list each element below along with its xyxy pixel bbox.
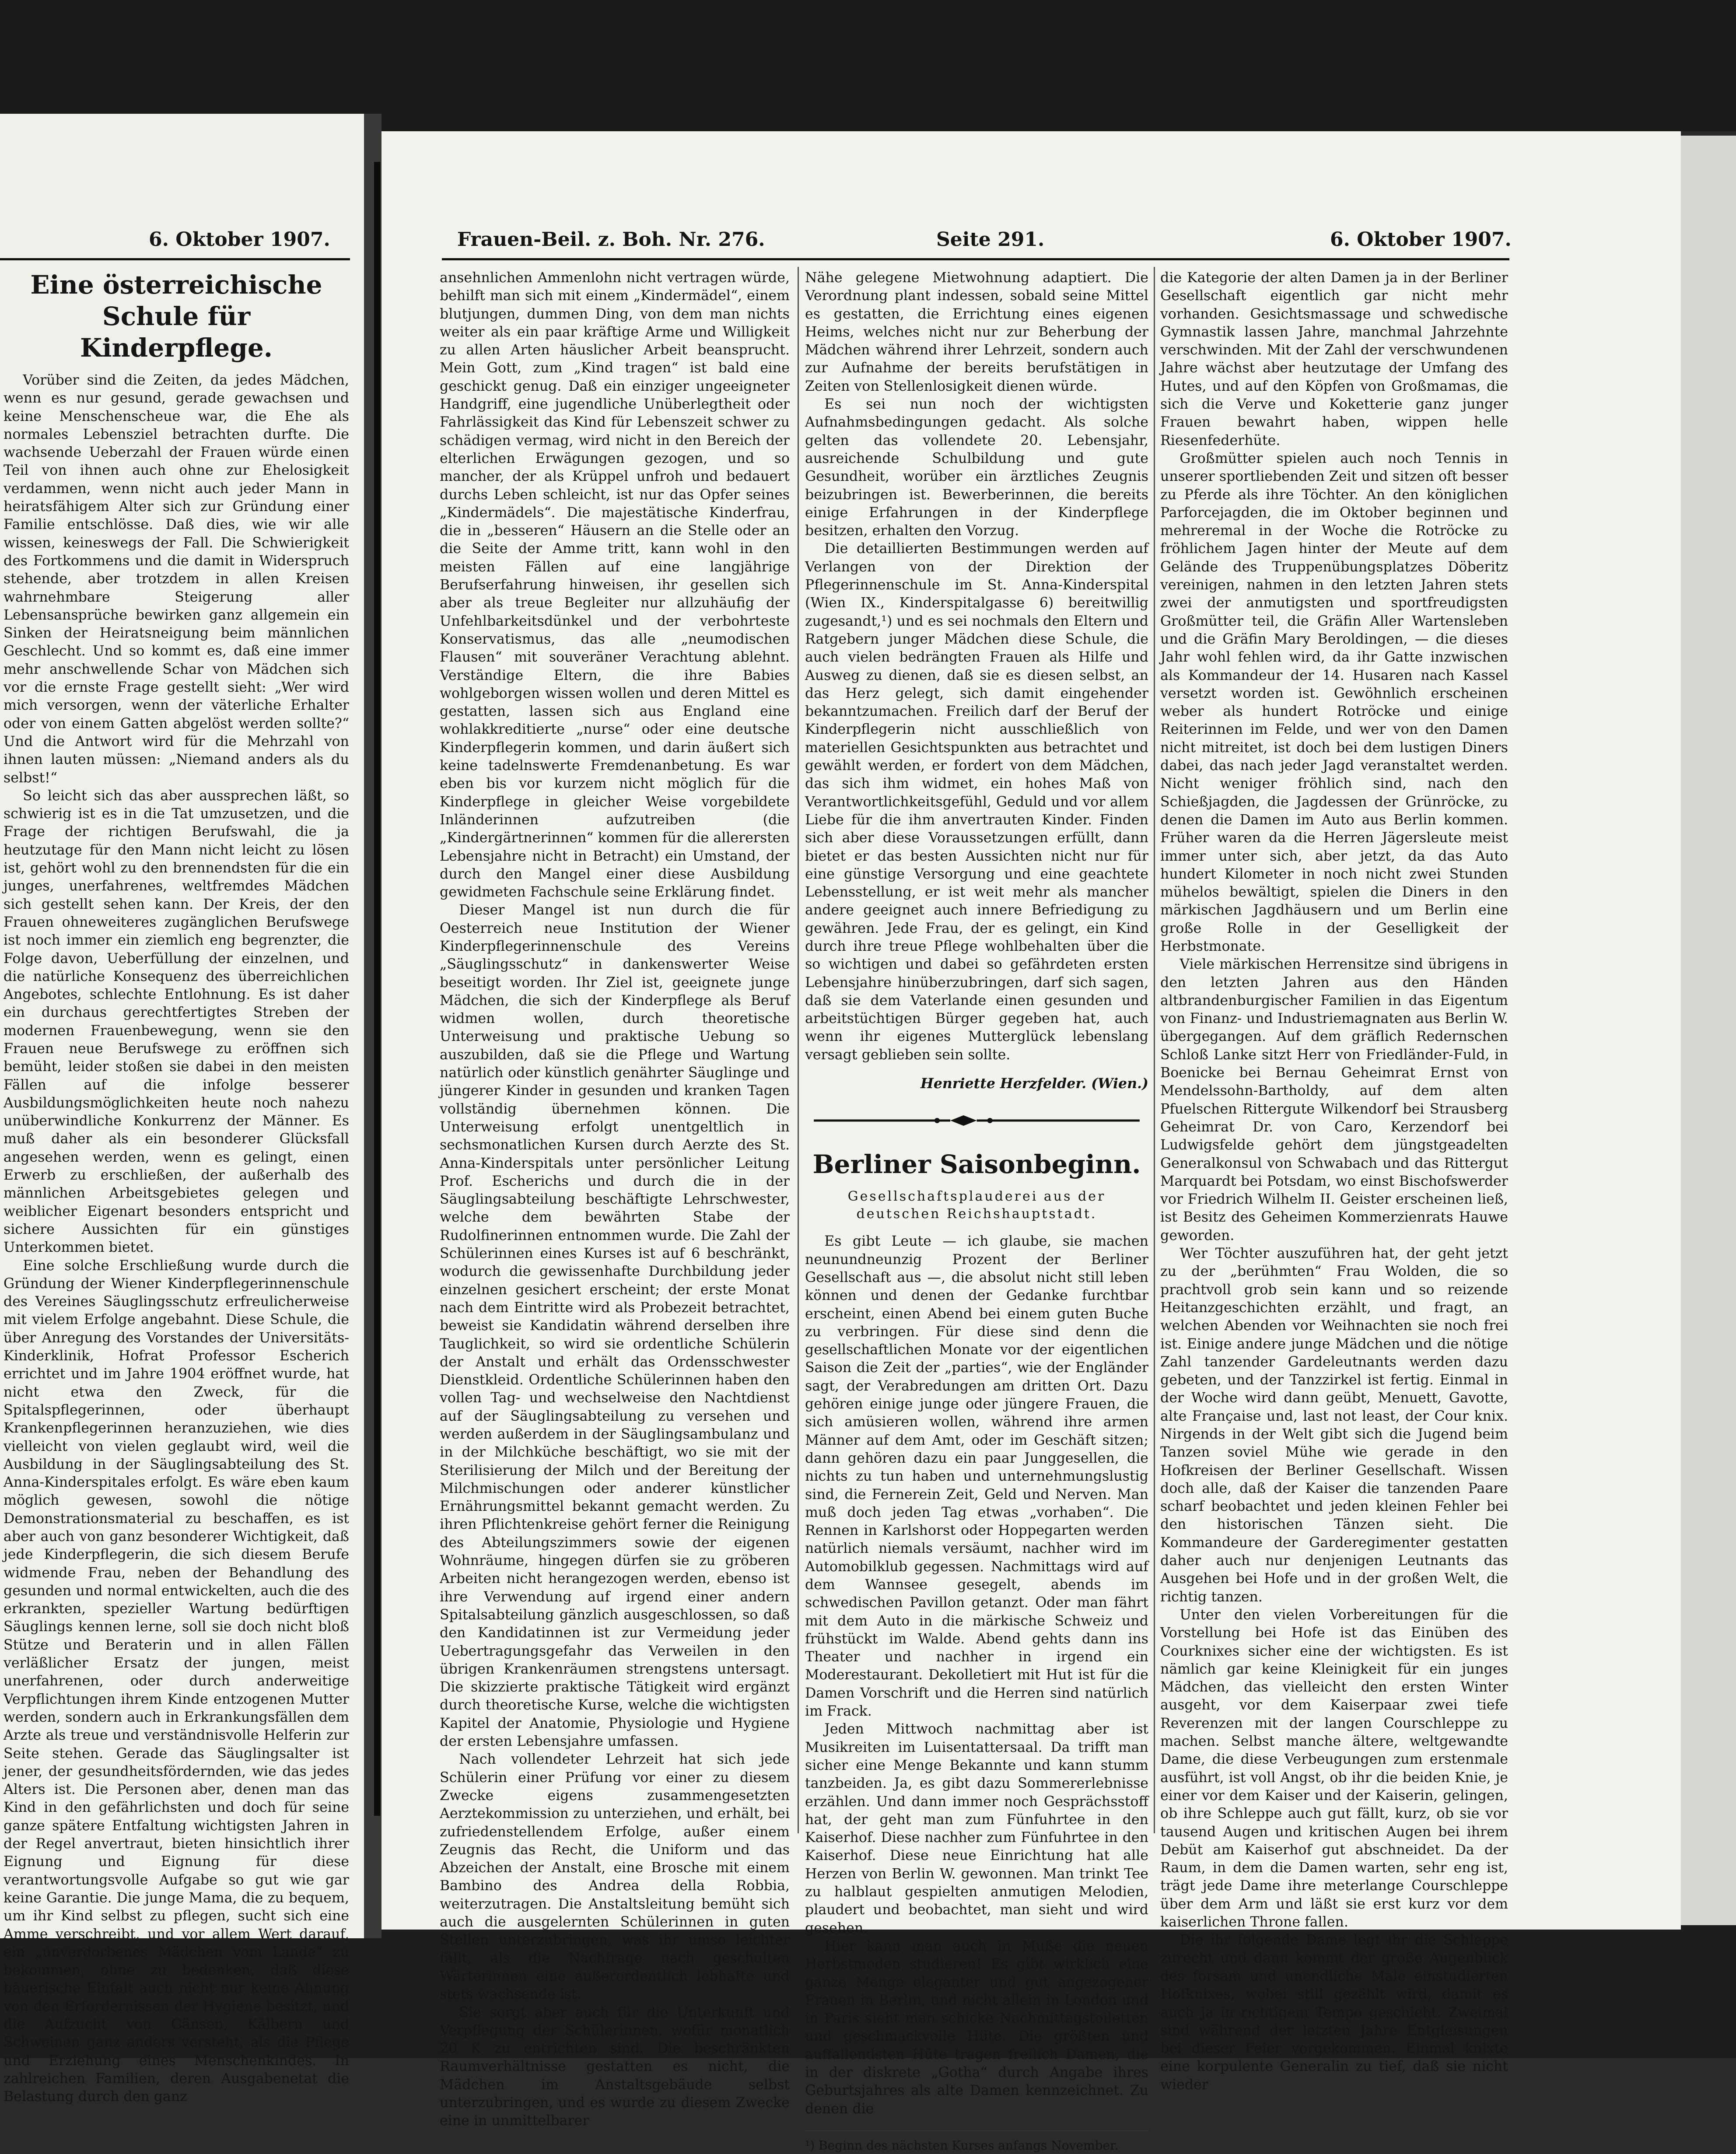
article-title: Eine österreichische Schule für Kinderpflege. bbox=[30, 270, 322, 363]
scan-background-top bbox=[0, 0, 1736, 131]
left-header-rule bbox=[0, 258, 350, 260]
right-header-page: Seite 291. bbox=[936, 228, 1045, 251]
article-title: Berliner Saisonbeginn. bbox=[812, 1149, 1141, 1180]
right-header-paper: Frauen-Beil. z. Boh. Nr. 276. bbox=[457, 228, 765, 251]
column-rule bbox=[798, 267, 799, 1833]
article-paragraph: ansehnlichen Ammenlohn nicht vertragen würde, behilft man sich mit einem „Kindermädel“, einem blutjungen, dummen Ding, von dem man nichts weiter als ein paar kräftige Arme und Willigkeit zu allen Arten häuslicher Arbeit beansprucht. Mein Gott, zum „Kind tragen“ ist bald eine geschickt genug. Daß ein einziger ungeeigneter Handgriff, eine jugendliche Unüberlegtheit oder Fahrlässigkeit das Kind für Lebenszeit schwer zu schädigen vermag, wird nicht in den Bereich der elterlichen Erwägungen gezogen, und so mancher, der als Krüppel unfroh und bedauert durchs Leben schleicht, ist nur das Opfer seines „Kindermädels“. Die majestätische Kinderfrau, die in „besseren“ Häusern an die Stelle oder an die Seite der Amme tritt, kann wohl in den meisten Fällen auf eine langjährige Berufserfahrung hinweisen, ihr gesellen sich aber als treue Begleiter nur allzuhäufig der Unfehlbarkeitsdünkel und der verbohrteste Konservatismus, das alle „neumodischen Flausen“ mit souveräner Verachtung ablehnt. Verständige Eltern, die ihre Babies wohlgeborgen wissen wollen und deren Mittel es gestatten, lassen sich aus England eine wohlakkreditierte „nurse“ oder eine deutsche Kinderpflegerin kommen, und darin äußert sich keine tadelnswerte Fremdenanbetung. Es war eben bis vor kurzem nicht möglich für die Kinderpflege in gleicher Weise vorgebildete Inländerinnen aufzutreiben (die „Kindergärtnerinnen“ kommen für die allerersten Lebensjahre nicht in Betracht) ein Umstand, der durch den Mangel einer diese Ausbildung gewidmeten Fachschule seine Erklärung findet. bbox=[440, 270, 790, 900]
article-paragraph: Die detaillierten Bestimmungen werden auf Verlangen von der Direktion der Pflegerinnenschule im St. Anna-Kinderspital (Wien IX., Kinderspitalgasse 6) bereitwillig zugesandt,¹) und es sei nochmals den Eltern und Ratgebern junger Mädchen diese Schule, die auch vielen bedrängten Frauen als Hilfe und Ausweg zu dienen, daß sie es diesen selbst, an das Herz gelegt, sich damit eingehender bekanntzumachen. Freilich darf der Beruf der Kinderpflegerin nicht ausschließlich von materiellen Gesichtspunkten aus betrachtet und gewählt werden, er fordert von dem Mädchen, das sich ihm widmet, ein hohes Maß von Verantwortlichkeitsgefühl, Geduld und vor allem Liebe für die ihm anvertrauten Kinder. Finden sich aber diese Voraussetzungen erfüllt, dann bietet er das besten Aussichten nicht nur für eine günstige Versorgung und eine geachtete Lebensstellung, er ist weit mehr als mancher andere geeignet auch innere Befriedigung zu gewähren. Jede Frau, der es gelingt, ein Kind durch ihre treue Pflege wohlbehalten über die so wichtigen und dabei so gefährdeten ersten Lebensjahre hinüberzubringen, darf sich sagen, daß sie dem Vaterlande einen gesunden und arbeitstüchtigen Bürger gegeben hat, auch wenn ihr eigenes Mutterglück lebenslang versagt geblieben sein sollte. bbox=[805, 541, 1148, 1063]
article-paragraph: Die ihr folgende Dame legt ihr die Schleppe zurecht und dann kommt der große Augenblick des forsam und unendliche Male einstudierten Hofknixes, wobei still gezählt wird, damit es auch ja in richtigem Tempo geschieht. Zweimal sind während der letzten Jahre Entgleisungen bei dieser Feier vorgekommen. Einmal knixte eine korpulente Generalin zu tief, daß sie nicht wieder bbox=[1160, 1932, 1508, 2093]
left-header-date: 6. Oktober 1907. bbox=[149, 228, 330, 251]
article-paragraph: Jeden Mittwoch nachmittag aber ist Musikreiten im Luisentattersaal. Da trifft man sicher eine Menge Bekannte und kann stumm tanzbeiden. Ja, es gibt dazu Sommererlebnisse erzählen. Und dann immer noch Gesprächsstoff hat, der geht man zum Fünfuhrtee in den Kaiserhof. Diese nachher zum Fünfuhrtee in den Kaiserhof. Diese neue Einrichtung hat alle Herzen von Berlin W. gewonnen. Man trinkt Tee zu halblaut gespielten anmutigen Melodien, plaudert und beobachtet, man sieht und wird gesehen. bbox=[805, 1721, 1148, 1936]
article-paragraph: Eine solche Erschließung wurde durch die Gründung der Wiener Kinderpflegerinnenschule des Vereines Säuglingsschutz erfreulicherweise mit vielem Erfolge angebahnt. Diese Schule, die über Anregung des Vorstandes der Universitäts-Kinderklinik, Hofrat Professor Escherich errichtet und im Jahre 1904 eröffnet wurde, hat nicht etwa den Zweck, für die Spitalspflegerinnen, oder überhaupt Krankenpflegerinnen heranzuziehen, wie dies vielleicht von vielen geglaubt wird, weil die Ausbildung in der Säuglingsabteilung des St. Anna-Kinderspitales erfolgt. Es wäre eben kaum möglich gewesen, sowohl die nötige Demonstrationsmaterial zu beschaffen, es ist aber auch von ganz besonderer Wichtigkeit, daß jede Kinderpflegerin, die sich diesem Berufe widmende Frau, neben der Behandlung des gesunden und normal entwickelten, auch die des erkrankten, spezieller Wartung bedürftigen Säuglings kennen lerne, soll sie doch nicht bloß Stütze und Beraterin und in allen Fällen verläßlicher Ersatz der jungen, meist unerfahrenen, oder durch anderweitige Verpflichtungen ihrem Kinde entzogenen Mutter werden, sondern auch in Erkrankungsfällen dem Arzte als treue und verständnisvolle Helferin zur Seite stehen. Gerade das Säuglingsalter ist jener, der gesundheitsfördernden, wie das jedes Alters ist. Die Personen aber, denen man das Kind in den gefährlichsten und doch für seine ganze spätere Entfaltung wichtigsten Jahren in der Regel anvertraut, bieten hinsichtlich ihrer Eignung und Eignung für diese verantwortungsvolle Aufgabe so gut wie gar keine Garantie. Die junge Mama, die zu bequem, um ihr Kind selbst zu pflegen, sucht sich eine Amme verschreibt, und vor allem Wert darauf, ein „unverdorbenes Mädchen vom Lande“ zu bekommen, ohne zu bedenken, daß diese bäuerische Einfalt auch nicht nur keine Ahnung von den Erfordernissen der Hygiene besitzt, und die Aufzucht von Gänsen, Kälbern und Schweinen ganz anders versteht, als die Pflege und Erziehung eines Menschenkindes. In zahlreichen Familien, deren Ausgabenetat die Belastung durch den ganz bbox=[4, 1257, 349, 2105]
column-rule bbox=[1154, 267, 1155, 1833]
article-column-3 bbox=[805, 269, 1148, 2153]
article-paragraph: Es sei nun noch der wichtigsten Aufnahmsbedingungen gedacht. Als solche gelten das vollendete 20. Lebensjahr, ausreichende Schulbildung und gute Gesundheit, worüber ein ärztliches Zeugnis beizubringen ist. Bewerberinnen, die bereits einige Erfahrungen in der Kinderpflege besitzen, erhalten den Vorzug. bbox=[805, 396, 1148, 539]
article-paragraph: die Kategorie der alten Damen ja in der Berliner Gesellschaft eigentlich gar nicht mehr vorhanden. Gesichtsmassage und schwedische Gymnastik lassen Jahre, manchmal Jahrzehnte verschwinden. Mit der Zahl der verschwundenen Jahre wächst aber heutzutage der Umfang des Hutes, und auf den Köpfen von Großmamas, die sich die Verve und Koketterie ganz junger Frauen bewahrt haben, wippen helle Riesenfederhüte. bbox=[1160, 270, 1508, 448]
article-column-2 bbox=[440, 269, 790, 2129]
article-paragraph: Es gibt Leute — ich glaube, sie machen neunundneunzig Prozent der Berliner Gesellschaft aus —, die absolut nicht still leben können und denen der Gedanke furchtbar erscheint, einen Abend bei einem guten Buche zu verbringen. Für diese sind denn die gesellschaftlichen Monate vor der eigentlichen Saison die Zeit der „parties“, wie der Engländer sagt, der Verabredungen am dritten Ort. Dazu gehören einige junge oder jüngere Frauen, die sich amüsieren wollen, während ihre armen Männer auf dem Amt, oder im Geschäft sitzen; dann gehören dazu ein paar Junggesellen, die nichts zu tun haben und unternehmungslustig sind, die Fernerein Zeit, Geld und Nerven. Man muß doch jeden Tag etwas „vorhaben“. Die Rennen in Karlshorst oder Hoppegarten werden natürlich niemals versäumt, nachher wird im Automobilklub gegessen. Nachmittags wird auf dem Wannsee gesegelt, abends im schwedischen Pavillon getanzt. Oder man fährt mit dem Auto in die märkische Schweiz und frühstückt im Walde. Abend gehts dann ins Theater und nachher in irgend ein Moderestaurant. Dekolletiert mit Hut ist für die Damen Vorschrift und die Herren sind natürlich im Frack. bbox=[805, 1233, 1148, 1720]
article-paragraph: Hier kann man auch in Muße die neuen Herbstmoden studieren! Es gibt wirklich eine ganze Menge eleganter und gut angezogener Frauen in Berlin, und nicht allein in London und in Paris sieht man schicke Nachmittagstoiletten und geschmackvolle Hüte. Die größten und auffallendsten Hüte tragen freilich Damen, die in der diskrete „Gotha“ durch Angabe ihres Geburtsjahres als alte Damen kennzeichnet. Zu denen die bbox=[805, 1938, 1148, 2117]
spine-line bbox=[374, 162, 380, 1816]
article-paragraph: Nähe gelegene Mietwohnung adaptiert. Die Verordnung plant indessen, sobald seine Mittel es gestatten, die Errichtung eines eigenen Heims, welches nicht nur zur Beherbung der Mädchen während ihrer Lehrzeit, sondern auch zur Aufnahme der bereits berufstätigen in Zeiten von Stellenlosigkeit dienen würde. bbox=[805, 270, 1148, 394]
article-paragraph: Unter den vielen Vorbereitungen für die Vorstellung bei Hofe ist das Einüben des Courknixes sicher eine der wichtigsten. Es ist nämlich gar keine Kleinigkeit für ein junges Mädchen, das vielleicht den ersten Winter ausgeht, vor dem Kaiserpaar zwei tiefe Reverenzen mit der langen Courschleppe zu machen. Selbst manche ältere, weltgewandte Dame, die diese Verbeugungen zum erstenmale ausführt, ist voll Angst, ob ihr die beiden Knie, je einer vor dem Kaiser und der Kaiserin, gelingen, ob ihre Schleppe auch gut fällt, kurz, ob sie vor tausend Augen und kritischen Augen bei ihrem Debüt am Kaiserhof gut abschneidet. Da der Raum, in dem die Damen warten, sehr eng ist, trägt jede Dame ihre meterlange Courschleppe über dem Arm und läßt sie erst kurz vor dem kaiserlichen Throne fallen. bbox=[1160, 1607, 1508, 1930]
right-header-rule bbox=[442, 258, 1509, 260]
article-paragraph: Dieser Mangel ist nun durch die für Oesterreich neue Institution der Wiener Kinderpflegerinnenschule des Vereins „Säuglingsschutz“ in dankenswerter Weise beseitigt worden. Ihr Ziel ist, geeignete junge Mädchen, die sich der Kinderpflege als Beruf widmen wollen, durch theoretische Unterweisung und praktische Uebung so auszubilden, daß sie die Pflege und Wartung natürlich oder künstlich genährter Säuglinge und jüngerer Kinder in gesunden und kranken Tagen vollständig übernehmen können. Die Unterweisung erfolgt unentgeltlich in sechsmonatlichen Kursen durch Aerzte des St. Anna-Kinderspitals unter persönlicher Leitung Prof. Escherichs und durch die in der Säuglingsabteilung beschäftigte Lehrschwester, welche dem bewährten Stabe der Rudolfinerinnen entnommen wurde. Die Zahl der Schülerinnen eines Kurses ist auf 6 beschränkt, wodurch die gewissenhafte Durchbildung jeder einzelnen gesichert erscheint; der erste Monat nach dem Eintritte wird als Probezeit betrachtet, beweist sie Kandidatin während derselben ihre Tauglichkeit, so wird sie ordentliche Schülerin der Anstalt und erhält das Ordensschwester Dienstkleid. Ordentliche Schülerinnen haben den vollen Tag- und wechselweise den Nachtdienst auf der Säuglingsabteilung zu versehen und werden außerdem in der Säuglingsambulanz und in der Milchküche beschäftigt, wo sie mit der Sterilisierung der Milch und der Bereitung der Milchmischungen oder anderer künstlicher Ernährungsmittel bekannt gemacht werden. Zu ihren Pflichtenkreise gehört ferner die Reinigung des Abteilungszimmers sowie der eigenen Wohnräume, hingegen dürfen sie zu gröberen Arbeiten nicht herangezogen werden, ebenso ist ihre Verwendung auf irgend einer andern Spitalsabteilung gänzlich ausgeschlossen, so daß den Kandidatinnen ist zur Vermeidung jeder Uebertragungsgefahr das Verweilen in den übrigen Krankenräumen strengstens untersagt. Die skizzierte praktische Tätigkeit wird ergänzt durch theoretische Kurse, welche die wichtigsten Kapitel der Anatomie, Physiologie und Hygiene der ersten Lebensjahre umfassen. bbox=[440, 902, 790, 1750]
article-paragraph: Nach vollendeter Lehrzeit hat sich jede Schülerin einer Prüfung vor einer zu diesem Zwecke eigens zusammengesetzten Aerztekommission zu unterziehen, und erhält, bei zufriedenstellendem Erfolge, außer einem Zeugnis das Recht, die Uniform und das Abzeichen der Anstalt, eine Brosche mit einem Bambino des Andrea della Robbia, weiterzutragen. Die Anstaltsleitung bemüht sich auch die ausgelernten Schülerinnen in guten Stellen unterzubringen, was ihr umso leichter fällt, als die Nachfrage nach geschulten Wärterinnen eine außerordentlich lebhafte und stets wachsende ist. bbox=[440, 1751, 790, 2003]
footnote: ¹) Beginn des nächsten Kurses anfangs November. bbox=[805, 2130, 1148, 2154]
article-paragraph: So leicht sich das aber aussprechen läßt, so schwierig ist es in die Tat umzusetzen, und die Frage der richtigen Berufswahl, die ja heutzutage für den Mann nicht leicht zu lösen ist, gehört wohl zu den brennendsten für die ein junges, unerfahrenes, weltfremdes Mädchen sich gestellt sehen kann. Der Kreis, der den Frauen ohneweiteres zugänglichen Berufswege ist noch immer ein ziemlich eng begrenzter, die Folge davon, Ueberfüllung der einzelnen, und die natürliche Konsequenz des überreichlichen Angebotes, schlechte Entlohnung. Es ist daher ein durchaus gerechtfertigtes Streben der modernen Frauenbewegung, wenn sie den Frauen neue Berufswege zu eröffnen sich bemüht, leider stoßen sie dabei in den meisten Fällen auf die infolge besserer Ausbildungsmöglichkeiten heute noch nahezu unüberwindliche Konkurrenz der Männer. Es muß daher als ein besonderer Glücksfall angesehen werden, wenn es gelingt, einen Erwerb zu erschließen, der außerhalb des männlichen Arbeitsgebietes gelegen und weiblicher Eigenart besonders entspricht und sichere Aussichten für ein günstiges Unterkommen bietet. bbox=[4, 788, 349, 1256]
article-paragraph: Großmütter spielen auch noch Tennis in unserer sportliebenden Zeit und sitzen oft besser zu Pferde als ihre Töchter. An den königlichen Parforcejagden, die im Oktober beginnen und mehreremal in der Woche die Rotröcke zu fröhlichem Jagen hinter der Meute auf dem Gelände des Truppenübungsplatzes Döberitz vereinigen, nahmen in den letzten Jahren stets zwei der anmutigsten und sportfreudigsten Großmütter teil, die Gräfin Aller Wartensleben und die Gräfin Mary Beroldingen, — die dieses Jahr wohl fehlen wird, da ihr Gatte inzwischen als Kommandeur der 14. Husaren nach Kassel versetzt worden ist. Gewöhnlich erscheinen weber als hundert Rotröcke und einige Reiterinnen im Felde, und wer von den Damen nicht mitreitet, ist doch bei dem lustigen Diners dabei, das nach jeder Jagd veranstaltet werden. Nicht weniger fröhlich sind, nach den Schießjagden, die Jagdessen der Grünröcke, zu denen die Damen im Auto aus Berlin kommen. Früher waren da die Herren Jägersleute meist immer unter sich, aber jetzt, da das Auto hundert Kilometer in noch nicht zwei Stunden mühelos bewältigt, spielen die Diners in den märkischen Jagdhäusern und um Berlin eine große Rolle in der Geselligkeit der Herbstmonate. bbox=[1160, 450, 1508, 954]
article-paragraph: Vorüber sind die Zeiten, da jedes Mädchen, wenn es nur gesund, gerade gewachsen und keine Menschenscheue war, die Ehe als normales Lebensziel betrachten durfte. Die wachsende Ueberzahl der Frauen würde einen Teil von ihnen auch ohne zur Ehelosigkeit verdammen, wenn nicht auch jeder Mann in heiratsfähigem Alter sich zur Gründung einer Familie entschlösse. Daß dies, wie wir alle wissen, keineswegs der Fall. Die Schwierigkeit des Fortkommens und die damit in Widerspruch stehende, aber trotzdem in allen Kreisen wahrnehmbare Steigerung aller Lebensansprüche bewirken ganz allgemein ein Sinken der Heiratsneigung beim männlichen Geschlecht. Und so kommt es, daß eine immer mehr anschwellende Schar von Mädchen sich vor die ernste Frage gestellt sieht: „Wer wird mich versorgen, wenn der väterliche Erhalter oder von einem Gatten abgelöst werden sollte?“ Und die Antwort wird für die Mehrzahl von ihnen lauten müssen: „Niemand anders als du selbst!“ bbox=[4, 372, 349, 786]
article-column-4 bbox=[1160, 269, 1508, 2093]
article-paragraph: Viele märkischen Herrensitze sind übrigens in den letzten Jahren aus den Händen altbrandenburgischer Familien in das Eigentum von Finanz- und Industriemagnaten aus Berlin W. übergegangen. Auf dem gräflich Redernschen Schloß Lanke sitzt Herr von Friedländer-Fuld, in Boenicke bei Bernau Geheimrat Ernst von Mendelssohn-Bartholdy, auf dem alten Pfuelschen Rittergute Wilkendorf bei Strausberg Geheimrat Dr. von Caro, Kerzendorf bei Ludwigsfelde gehört dem jüngstgeadelten Generalkonsul von Schwabach und das Rittergut Marquardt bei Potsdam, wo einst Bischofswerder vor Friedrich Wilhelm II. Geister erscheinen ließ, ist Besitz des Geheimen Kommerzienrats Hauwe geworden. bbox=[1160, 956, 1508, 1243]
article-subtitle: Gesellschaftsplauderei aus der deutschen Reichshauptstadt. bbox=[847, 1189, 1106, 1222]
article-column-left bbox=[4, 269, 349, 2105]
article-paragraph: Sie sorgt aber auch für die Unterkunft und Verpflegung der Schülerinnen, wofür monatlich 20 K zu entrichten sind. Die beschränkten Raumverhältnisse gestatten es nicht, die Mädchen im Anstaltsgebäude selbst unterzubringen, und es wurde zu diesem Zwecke eine in unmittelbarer bbox=[440, 2004, 790, 2129]
ornament-divider bbox=[805, 1112, 1148, 1129]
right-header-date: 6. Oktober 1907. bbox=[1330, 228, 1512, 251]
page-edge bbox=[1681, 136, 1736, 1925]
article-paragraph: Wer Töchter auszuführen hat, der geht jetzt zu der „berühmten“ Frau Wolden, die so prachtvoll grob sein kann und so reizende Heitanzgeschichten erzählt, und fragt, an welchen Abenden vor Weihnachten sie noch frei ist. Einige andere junge Mädchen und die nötige Zahl tanzender Gardeleutnants werden dazu gebeten, und der Tanzzirkel ist fertig. Einmal in der Woche wird dann geübt, Menuett, Gavotte, alte Française und, last not least, der Cour knix. Nirgends in der Welt gibt sich die Jugend beim Tanzen soviel Mühe wie gerade in den Hofkreisen der Berliner Gesellschaft. Wissen doch alle, daß der Kaiser die tanzenden Paare scharf beobachtet und jeden kleinen Fehler bei den historischen Tänzen sieht. Die Kommandeure der Garderegimenter gestatten daher auch nur denjenigen Leutnants das Ausgehen bei Hofe und in der großen Welt, die richtig tanzen. bbox=[1160, 1246, 1508, 1605]
author-signature: Henriette Herzfelder. (Wien.) bbox=[920, 1075, 1148, 1092]
